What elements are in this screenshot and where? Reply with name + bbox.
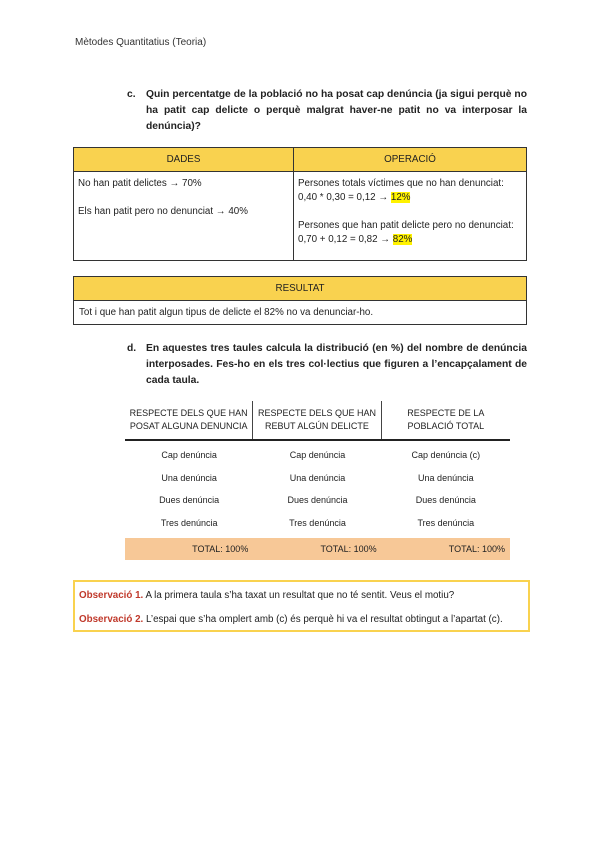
dades-item: Els han patit pero no denunciat → 40% bbox=[78, 206, 248, 217]
table-row bbox=[125, 512, 510, 535]
table-cell: Dues denúncia bbox=[159, 495, 220, 506]
question-d-letter: d. bbox=[127, 343, 137, 354]
table-cell: Cap denúncia bbox=[161, 450, 217, 461]
observation-1-text: A la primera taula s’ha taxat un resultat que no té sentit. Veus el motiu? bbox=[143, 590, 455, 601]
result-text: Tot i que han patit algun tipus de delicte el 82% no va denunciar-ho. bbox=[74, 301, 527, 325]
observation-1-label: Observació 1. bbox=[79, 590, 144, 601]
distribution-headers bbox=[125, 401, 510, 441]
question-d bbox=[127, 341, 527, 389]
operation-2-text: Persones que han patit delicte pero no denunciat: 0,70 + 0,12 = 0,82 → bbox=[298, 220, 514, 245]
total-row bbox=[125, 538, 510, 560]
dades-cell bbox=[74, 172, 294, 261]
operation-2 bbox=[298, 219, 522, 247]
result-header: RESULTAT bbox=[74, 277, 527, 301]
observation-2-label: Observació 2. bbox=[79, 614, 144, 625]
table-row bbox=[125, 489, 510, 512]
column-header: RESPECTE DE LA POBLACIÓ TOTAL bbox=[407, 408, 485, 431]
table-cell: Dues denúncia bbox=[287, 495, 348, 506]
table-row bbox=[125, 467, 510, 490]
operation-2-result: 82% bbox=[392, 234, 413, 245]
operacio-header: OPERACIÓ bbox=[294, 148, 527, 172]
table-cell: Una denúncia bbox=[418, 472, 474, 483]
result-table bbox=[73, 276, 527, 325]
observation-1 bbox=[79, 589, 524, 602]
dades-header: DADES bbox=[74, 148, 294, 172]
table-row bbox=[125, 444, 510, 467]
operation-1-text: Persones totals víctimes que no han denunciat: 0,40 * 0,30 = 0,12 → bbox=[298, 178, 504, 203]
operacio-cell bbox=[294, 172, 527, 261]
total-cell: TOTAL: 100% bbox=[192, 544, 249, 554]
dades-item: No han patit delictes → 70% bbox=[78, 178, 202, 189]
total-cell: TOTAL: 100% bbox=[320, 544, 377, 554]
column-header: RESPECTE DELS QUE HAN POSAT ALGUNA DENUNCIA bbox=[125, 401, 253, 439]
total-cell: TOTAL: 100% bbox=[448, 544, 505, 554]
table-cell: Dues denúncia bbox=[415, 495, 476, 506]
operation-1 bbox=[298, 177, 522, 205]
table-cell: Cap denúncia bbox=[289, 450, 346, 461]
data-operation-table bbox=[73, 147, 527, 261]
observations-box bbox=[73, 580, 530, 632]
observation-2 bbox=[79, 613, 524, 626]
table-cell: Tres denúncia bbox=[160, 517, 218, 528]
column-header: RESPECTE DELS QUE HAN REBUT ALGÚN DELICTE bbox=[253, 401, 381, 439]
distribution-table bbox=[125, 401, 510, 560]
operation-1-result: 12% bbox=[390, 192, 411, 203]
page-header: Mètodes Quantitatius (Teoria) bbox=[75, 37, 207, 48]
table-cell: Una denúncia bbox=[161, 472, 217, 483]
table-cell: Cap denúncia (c) bbox=[411, 450, 481, 461]
question-d-text: En aquestes tres taules calcula la distribució (en %) del nombre de denúncia interposades. Fes-ho en els tres col·lectius que figuren a l’encapçalament de cada taula. bbox=[146, 343, 527, 386]
question-c bbox=[127, 87, 527, 135]
table-cell: Tres denúncia bbox=[289, 517, 346, 528]
observation-2-text: L’espai que s’ha omplert amb (c) és perquè hi va el resultat obtingut a l’apartat (c). bbox=[143, 614, 503, 625]
table-cell: Tres denúncia bbox=[417, 517, 475, 528]
question-c-letter: c. bbox=[127, 89, 136, 100]
table-cell: Una denúncia bbox=[289, 472, 346, 483]
question-c-text: Quin percentatge de la població no ha posat cap denúncia (ja sigui perquè no ha patit cap delicte o perquè malgrat haver-ne patit no va interposar la denúncia)? bbox=[146, 89, 527, 132]
